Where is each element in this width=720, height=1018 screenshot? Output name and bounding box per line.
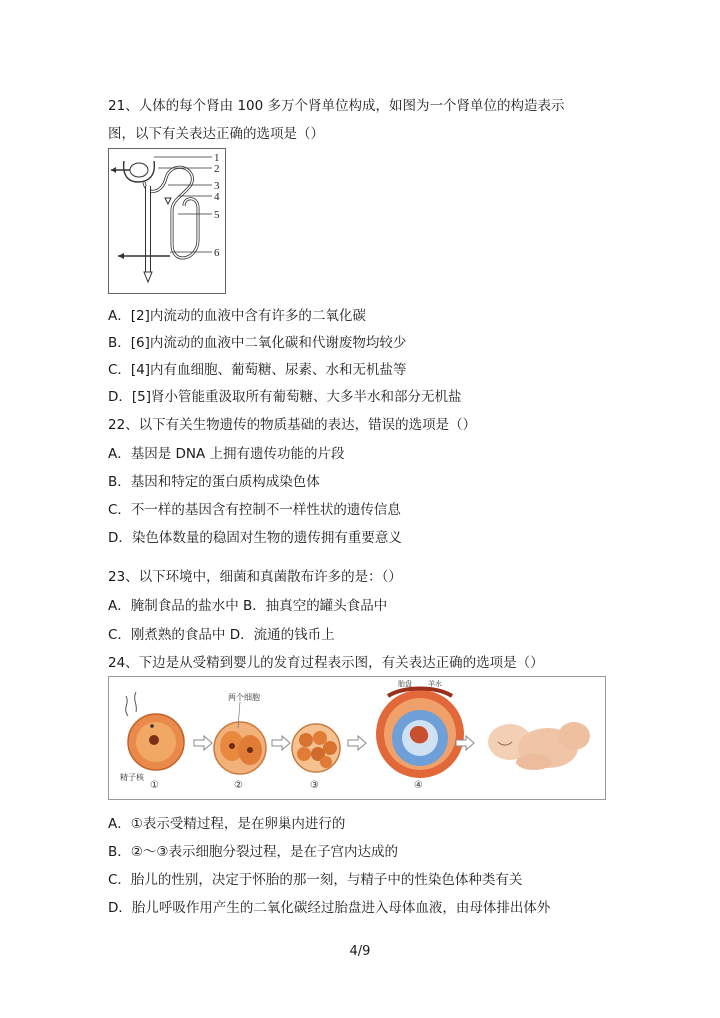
step-4-label: ④: [414, 780, 423, 791]
q24-option-c: C．胎儿的性别，决定于怀胎的那一刻，与精子中的性染色体种类有关: [108, 872, 523, 888]
nephron-label-5: 5: [214, 209, 220, 221]
nephron-label-2: 2: [214, 163, 220, 175]
q23-option-cd: C．刚煮熟的食品中 D．流通的钱币上: [108, 627, 335, 643]
q22-option-a: A．基因是 DNA 上拥有遗传功能的片段: [108, 446, 345, 462]
q21-option-a: A．[2]内流动的血液中含有许多的二氧化碳: [108, 308, 366, 324]
two-cells-label: 两个细胞: [228, 693, 260, 702]
amnion-label: 羊水: [428, 680, 442, 688]
step-3-label: ③: [310, 780, 319, 791]
q21-stem-line1: 21、人体的每个肾由 100 多万个肾单位构成，如图为一个肾单位的构造表示: [108, 98, 565, 114]
nephron-label-3: 3: [214, 180, 220, 192]
development-figure: [108, 676, 606, 800]
q21-option-b: B．[6]内流动的血液中二氧化碳和代谢废物均较少: [108, 335, 407, 351]
q24-stem: 24、下边是从受精到婴儿的发育过程表示图，有关表达正确的选项是（）: [108, 655, 544, 671]
q23-stem: 23、以下环境中，细菌和真菌散布许多的是：（）: [108, 569, 402, 585]
q22-option-c: C．不一样的基因含有控制不一样性状的遗传信息: [108, 502, 401, 518]
placenta-label: 胎盘: [398, 680, 412, 688]
nephron-label-6: 6: [214, 247, 220, 259]
nephron-figure: [108, 148, 226, 294]
q22-stem: 22、以下有关生物遗传的物质基础的表达，错误的选项是（）: [108, 417, 477, 433]
sperm-nucleus-label: 精子核: [120, 773, 144, 782]
q24-option-d: D．胎儿呼吸作用产生的二氧化碳经过胎盘进入母体血液，由母体排出体外: [108, 900, 551, 916]
q21-option-c: C．[4]内有血细胞、葡萄糖、尿素、水和无机盐等: [108, 362, 407, 378]
q22-option-d: D．染色体数量的稳固对生物的遗传拥有重要意义: [108, 530, 402, 546]
page-number: 4/9: [349, 944, 371, 959]
q23-option-ab: A．腌制食品的盐水中 B．抽真空的罐头食品中: [108, 598, 388, 614]
q21-option-d: D．[5]肾小管能重汲取所有葡萄糖、大多半水和部分无机盐: [108, 389, 462, 405]
q21-stem-line2: 图，以下有关表达正确的选项是（）: [108, 126, 324, 142]
q22-option-b: B．基因和特定的蛋白质构成染色体: [108, 474, 320, 490]
q24-option-a: A．①表示受精过程，是在卵巢内进行的: [108, 816, 346, 832]
step-2-label: ②: [234, 780, 243, 791]
nephron-label-1: 1: [214, 152, 220, 164]
step-1-label: ①: [150, 780, 159, 791]
nephron-label-4: 4: [214, 191, 220, 203]
q24-option-b: B．②～③表示细胞分裂过程，是在子宫内达成的: [108, 844, 398, 860]
